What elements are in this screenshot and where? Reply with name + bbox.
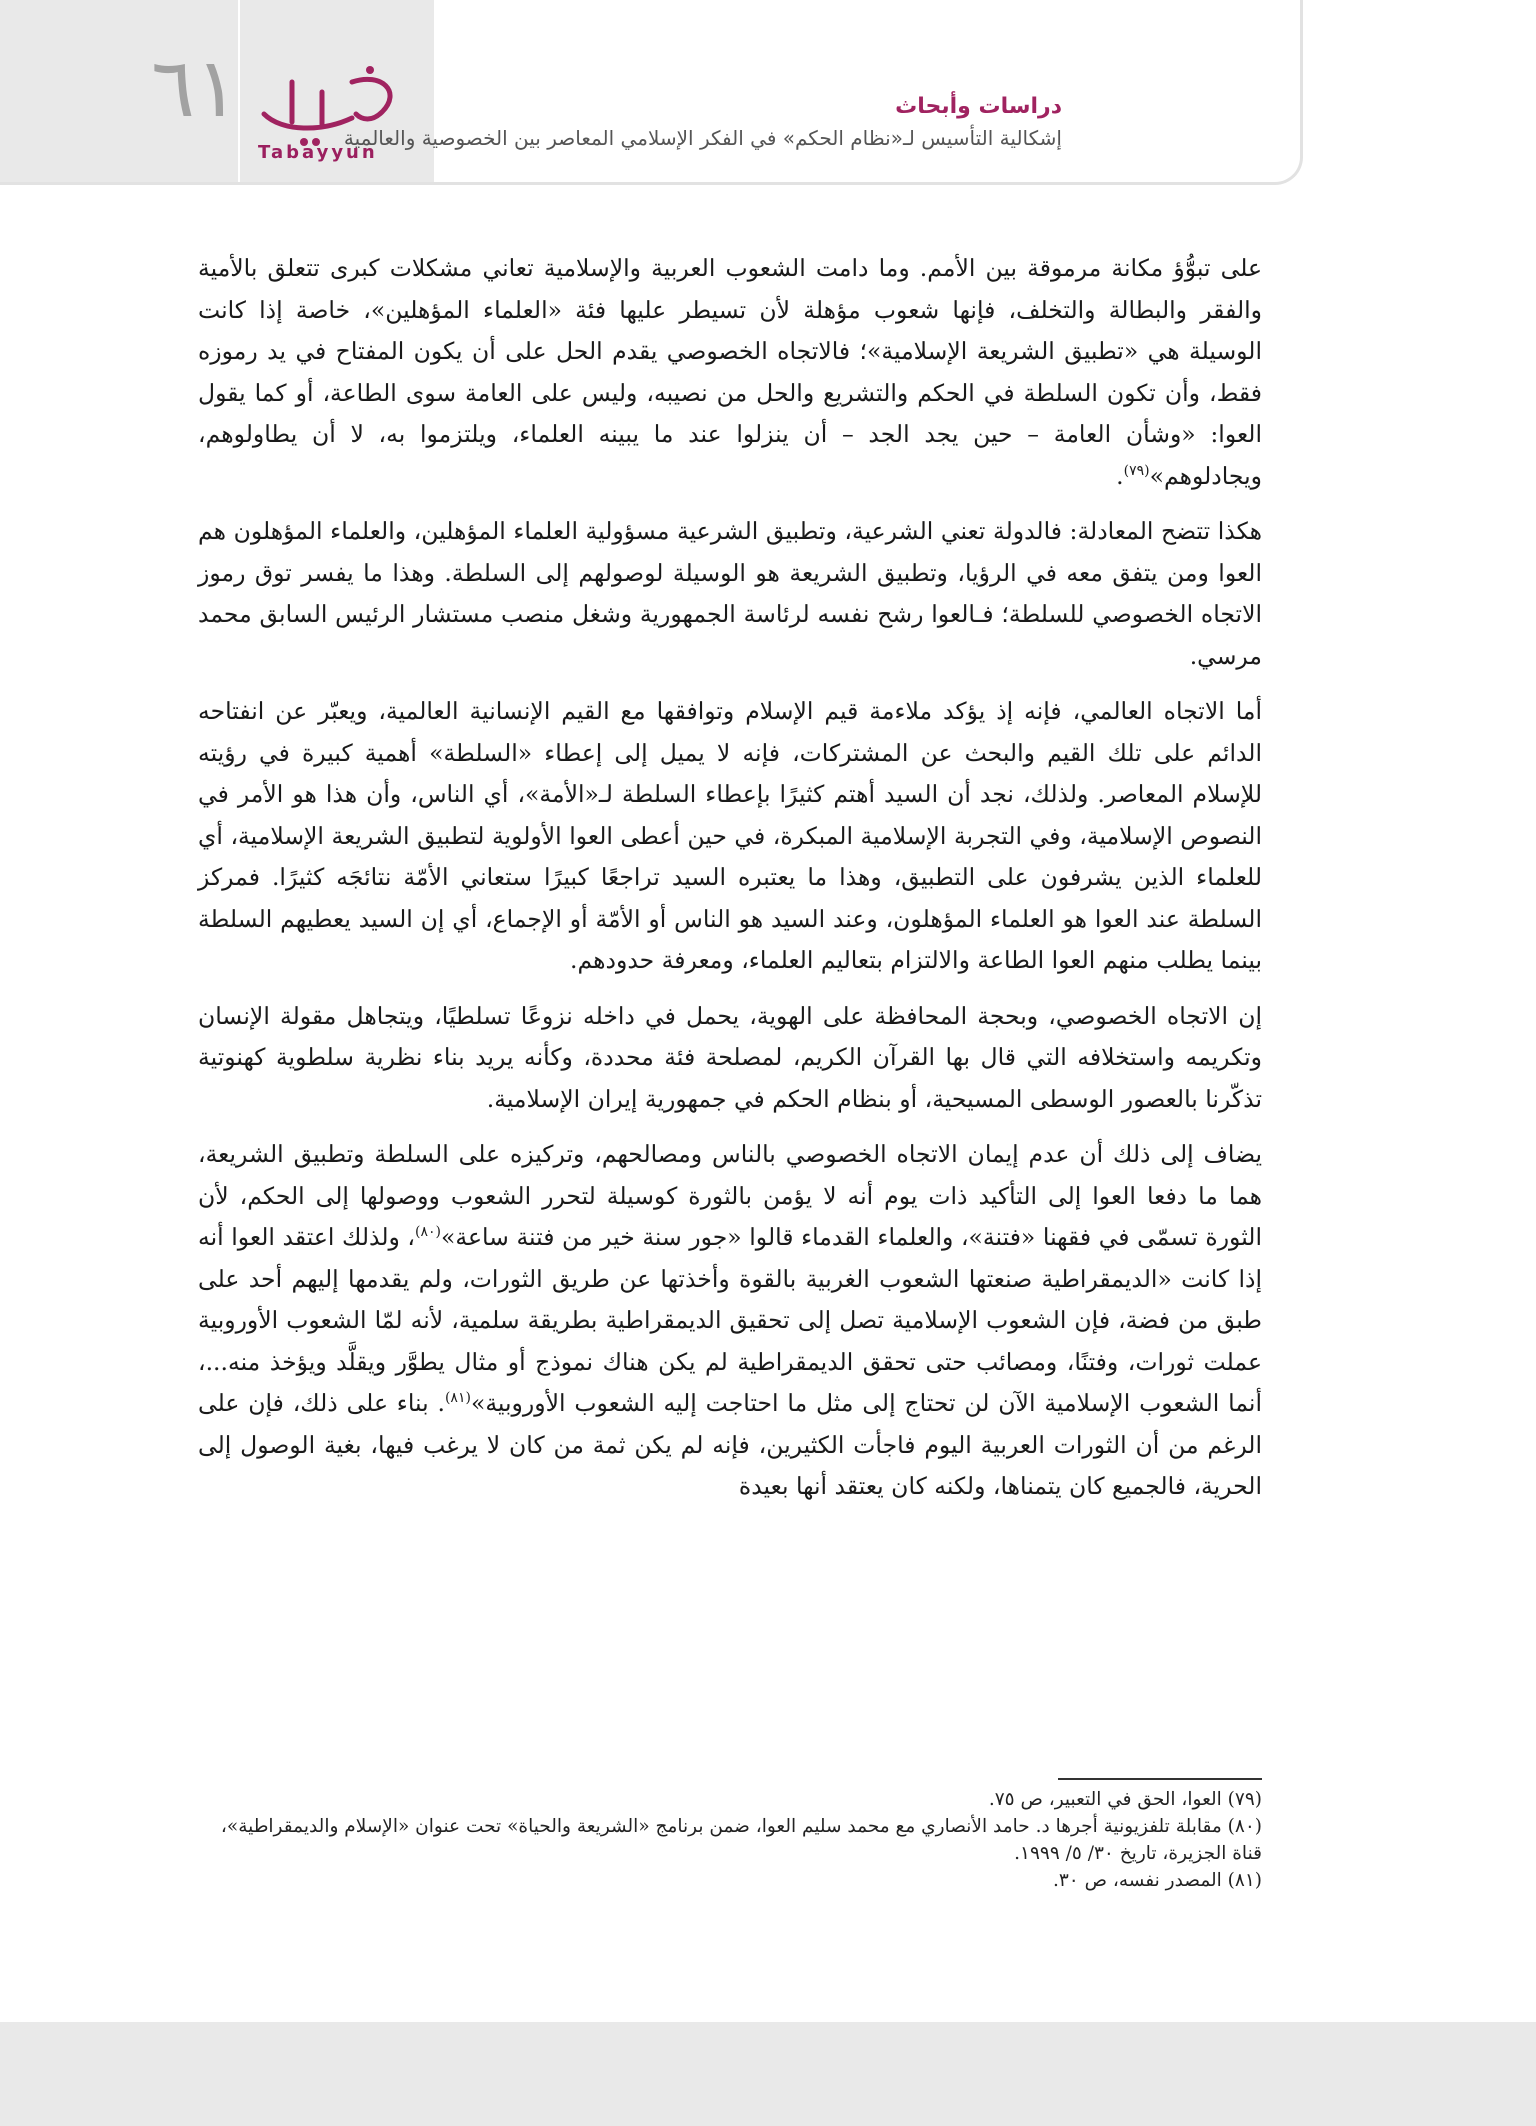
footnote-rule [1058, 1778, 1262, 1780]
article-title: إشكالية التأسيس لـ«نظام الحكم» في الفكر الإسلامي المعاصر بين الخصوصية والعالمية [343, 126, 1062, 150]
paragraph-4: إن الاتجاه الخصوصي، وبحجة المحافظة على الهوية، يحمل في داخله نزوعًا تسلطيًا، ويتجاهل مقولة الإنسان وتكريمه واستخلافه التي قال بها القرآن الكريم، لمصلحة فئة محددة، وكأنه يريد بناء نظرية سلطوية كهنوتية تذكّرنا بالعصور الوسطى المسيحية، أو بنظام الحكم في جمهورية إيران الإسلامية. [198, 1001, 1262, 1113]
section-label: دراسات وأبحاث [895, 94, 1062, 119]
logo-latin-text: Tabayyun [258, 142, 378, 163]
footnote-79: (٧٩) العوا، الحق في التعبير، ص ٧٥. [988, 1789, 1262, 1810]
paragraph-1: على تبوُّؤ مكانة مرموقة بين الأمم. وما دامت الشعوب العربية والإسلامية تعاني مشكلات كبرى تتعلق بالأمية والفقر والبطالة والتخلف، فإنها شعوب مؤهلة لأن تسيطر عليها فئة «العلماء المؤهلين»، خاصة إذا كانت الوسيلة هي «تطبيق الشريعة الإسلامية»؛ فالاتجاه الخصوصي يقدم الحل على أن يكون المفتاح في يد رموزه فقط، وأن تكون السلطة في الحكم والتشريع والحل من نصيبه، وليس على العامة سوى الطاعة، أو كما يقول العوا: «وشأن العامة – حين يجد الجد – أن ينزلوا عند ما يبينه العلماء، ويلتزموا به، لا أن يطاولوهم، ويجادلوهم»$^{(٧٩)}$. [198, 254, 1262, 490]
paragraph-3: أما الاتجاه العالمي، فإنه إذ يؤكد ملاءمة قيم الإسلام وتوافقها مع القيم الإنسانية العالمية، ويعبّر عن انفتاحه الدائم على تلك القيم والبحث عن المشتركات، فإنه لا يميل إلى إعطاء «السلطة» أهمية كبيرة في رؤيته للإسلام المعاصر. ولذلك، نجد أن السيد أهتم كثيرًا بإعطاء السلطة لـ«الأمة»، أي الناس، وأن هذا هو الأمر في النصوص الإسلامية، وفي التجربة الإسلامية المبكرة، في حين أعطى العوا الأولوية لتطبيق الشريعة الإسلامية، أي للعلماء الذين يشرفون على التطبيق، وهذا ما يعتبره السيد تراجعًا كبيرًا ستعاني الأمّة نتائجَه كثيرًا. فمركز السلطة عند العوا هو العلماء المؤهلون، وعند السيد هو الناس أو الأمّة أو الإجماع، أي إن السيد يعطيهم السلطة بينما يطلب منهم العوا الطاعة والالتزام بتعاليم العلماء، ومعرفة حدودهم. [198, 697, 1262, 974]
footnote-ref-79[interactable]: (٧٩) [1123, 462, 1150, 479]
footnote-81: (٨١) المصدر نفسه، ص ٣٠. [1052, 1870, 1262, 1891]
article-body [198, 248, 1262, 1522]
paragraph-2: هكذا تتضح المعادلة: فالدولة تعني الشرعية، وتطبيق الشرعية مسؤولية العلماء المؤهلين، والعلماء المؤهلون هم العوا ومن يتفق معه في الرؤيا، وتطبيق الشريعة هو الوسيلة لوصولهم إلى السلطة. وهذا ما يفسر توق رموز الاتجاه الخصوصي للسلطة؛ فـالعوا رشح نفسه لرئاسة الجمهورية وشغل منصب مستشار الرئيس السابق محمد مرسي. [198, 517, 1262, 670]
logo-panel [0, 0, 434, 182]
footnote-ref-80[interactable]: (٨٠) [415, 1224, 441, 1241]
page-footer-band [0, 2022, 1536, 2126]
footnote-ref-81[interactable]: (٨١) [444, 1390, 471, 1407]
page-number: ٦١ [150, 41, 240, 136]
footnote-80: (٨٠) مقابلة تلفزيونية أجرها د. حامد الأنصاري مع محمد سليم العوا، ضمن برنامج «الشريعة والحياة» تحت عنوان «الإسلام والديمقراطية»، قناة الجزيرة، تاريخ ٣٠/ ٥/ ١٩٩٩. [220, 1816, 1262, 1864]
footnotes [198, 1786, 1262, 1894]
page-header [0, 0, 1303, 185]
paragraph-5: يضاف إلى ذلك أن عدم إيمان الاتجاه الخصوصي بالناس ومصالحهم، وتركيزه على السلطة وتطبيق الشريعة، هما ما دفعا العوا إلى التأكيد ذات يوم أنه لا يؤمن بالثورة كوسيلة لتحرر الشعوب ووصولها إلى الحكم، لأن الثورة تسمّى في فقهنا «فتنة»، والعلماء القدماء قالوا «جور سنة خير من فتنة ساعة»$^{(٨٠)}$، ولذلك اعتقد العوا أنه إذا كانت «الديمقراطية صنعتها الشعوب الغربية بالقوة وأخذتها عن طريق الثورات، ولم يقدمها إليهم أحد على طبق من فضة، فإن الشعوب الإسلامية تصل إلى تحقيق الديمقراطية بطريقة سلمية، لأنه لمّا الشعوب الأوروبية عملت ثورات، وفتنًا، ومصائب حتى تحقق الديمقراطية لم يكن هناك نموذج أو مثال يطوَّر ويقلَّد ويؤخذ منه...، أنما الشعوب الإسلامية الآن لن تحتاج إلى مثل ما احتاجت إليه الشعوب الأوروبية»$^{(٨١)}$. بناء على ذلك، فإن على الرغم من أن الثورات العربية اليوم فاجأت الكثيرين، فإنه لم يكن ثمة من كان لا يرغب فيها، بغية الوصول إلى الحرية، فالجميع كان يتمناها، ولكنه كان يعتقد أنها بعيدة [198, 1140, 1262, 1500]
